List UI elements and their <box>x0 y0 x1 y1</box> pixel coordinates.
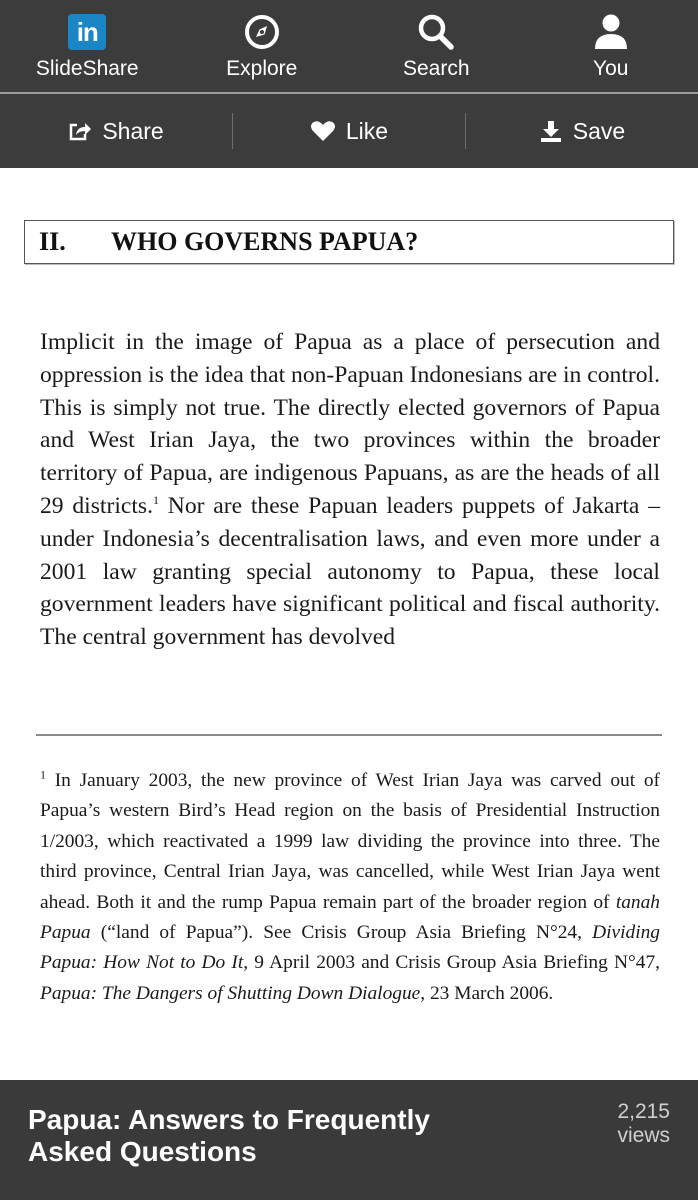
view-count <box>617 1100 670 1148</box>
nav-slideshare[interactable] <box>0 0 175 92</box>
footnote-mark: 1 <box>40 767 46 782</box>
like-label: Like <box>345 117 389 144</box>
footnote-rule <box>36 734 662 736</box>
document-info-bar <box>0 1080 698 1200</box>
heart-icon <box>310 120 336 142</box>
nav-you[interactable] <box>524 0 698 92</box>
section-title: WHO GOVERNS PAPUA? <box>111 227 419 256</box>
views-label: views <box>617 1124 670 1147</box>
section-number: II. <box>39 227 66 256</box>
compass-icon <box>240 12 284 52</box>
nav-you-label: You <box>593 57 629 80</box>
section-heading-box <box>24 220 674 264</box>
like-button[interactable] <box>233 94 465 168</box>
views-number: 2,215 <box>617 1100 670 1123</box>
document-title[interactable]: Papua: Answers to Frequently Asked Questions <box>28 1104 430 1167</box>
linkedin-icon: in <box>65 12 109 52</box>
search-icon <box>414 12 458 52</box>
save-label: Save <box>572 117 626 144</box>
document-page[interactable] <box>0 168 698 1080</box>
save-button[interactable] <box>466 94 698 168</box>
download-icon <box>539 119 563 143</box>
nav-explore-label: Explore <box>226 57 298 80</box>
nav-search-label: Search <box>402 57 470 80</box>
body-paragraph: Implicit in the image of Papua as a place of persecution and oppression is the idea that non-Papuan Indonesians are in control. This is simply not true. The directly elected governors of Papua and West Irian Jaya, the two provinces within the broader territory of Papua, are indigenous Papuans, as are the heads of all 29 districts.$^1$ Nor are these Papuan leaders puppets of Jakarta – under Indonesia’s decentralisation laws, and even more under a 2001 law granting special autonomy to Papua, these local government leaders have significant political and fiscal authority. The central government has devolved <box>40 329 660 651</box>
action-bar <box>0 94 698 168</box>
share-label: Share <box>102 117 164 144</box>
nav-search[interactable] <box>349 0 524 92</box>
nav-slideshare-label: SlideShare <box>35 57 139 80</box>
nav-explore[interactable] <box>175 0 350 92</box>
top-navigation <box>0 0 698 92</box>
share-icon <box>68 120 92 142</box>
share-button[interactable] <box>0 94 232 168</box>
section-heading <box>25 227 418 257</box>
footnote: $^1$ In January 2003, the new province of West Irian Jaya was carved out of Papua’s western Bird’s Head region on the basis of Presidential Instruction 1/2003, which reactivated a 1999 law dividing the province into three. The third province, Central Irian Jaya, was cancelled, while West Irian Jaya went ahead. Both it and the rump Papua remain part of the broader region of tanah Papua (“land of Papua”). See Crisis Group Asia Briefing N°24, Dividing Papua: How Not to Do It, 9 April 2003 and Crisis Group Asia Briefing N°47, Papua: The Dangers of Shutting Down Dialogue, 23 March 2006. <box>40 767 660 1004</box>
footnote-reference: 1 <box>153 493 159 508</box>
user-icon <box>589 12 633 52</box>
